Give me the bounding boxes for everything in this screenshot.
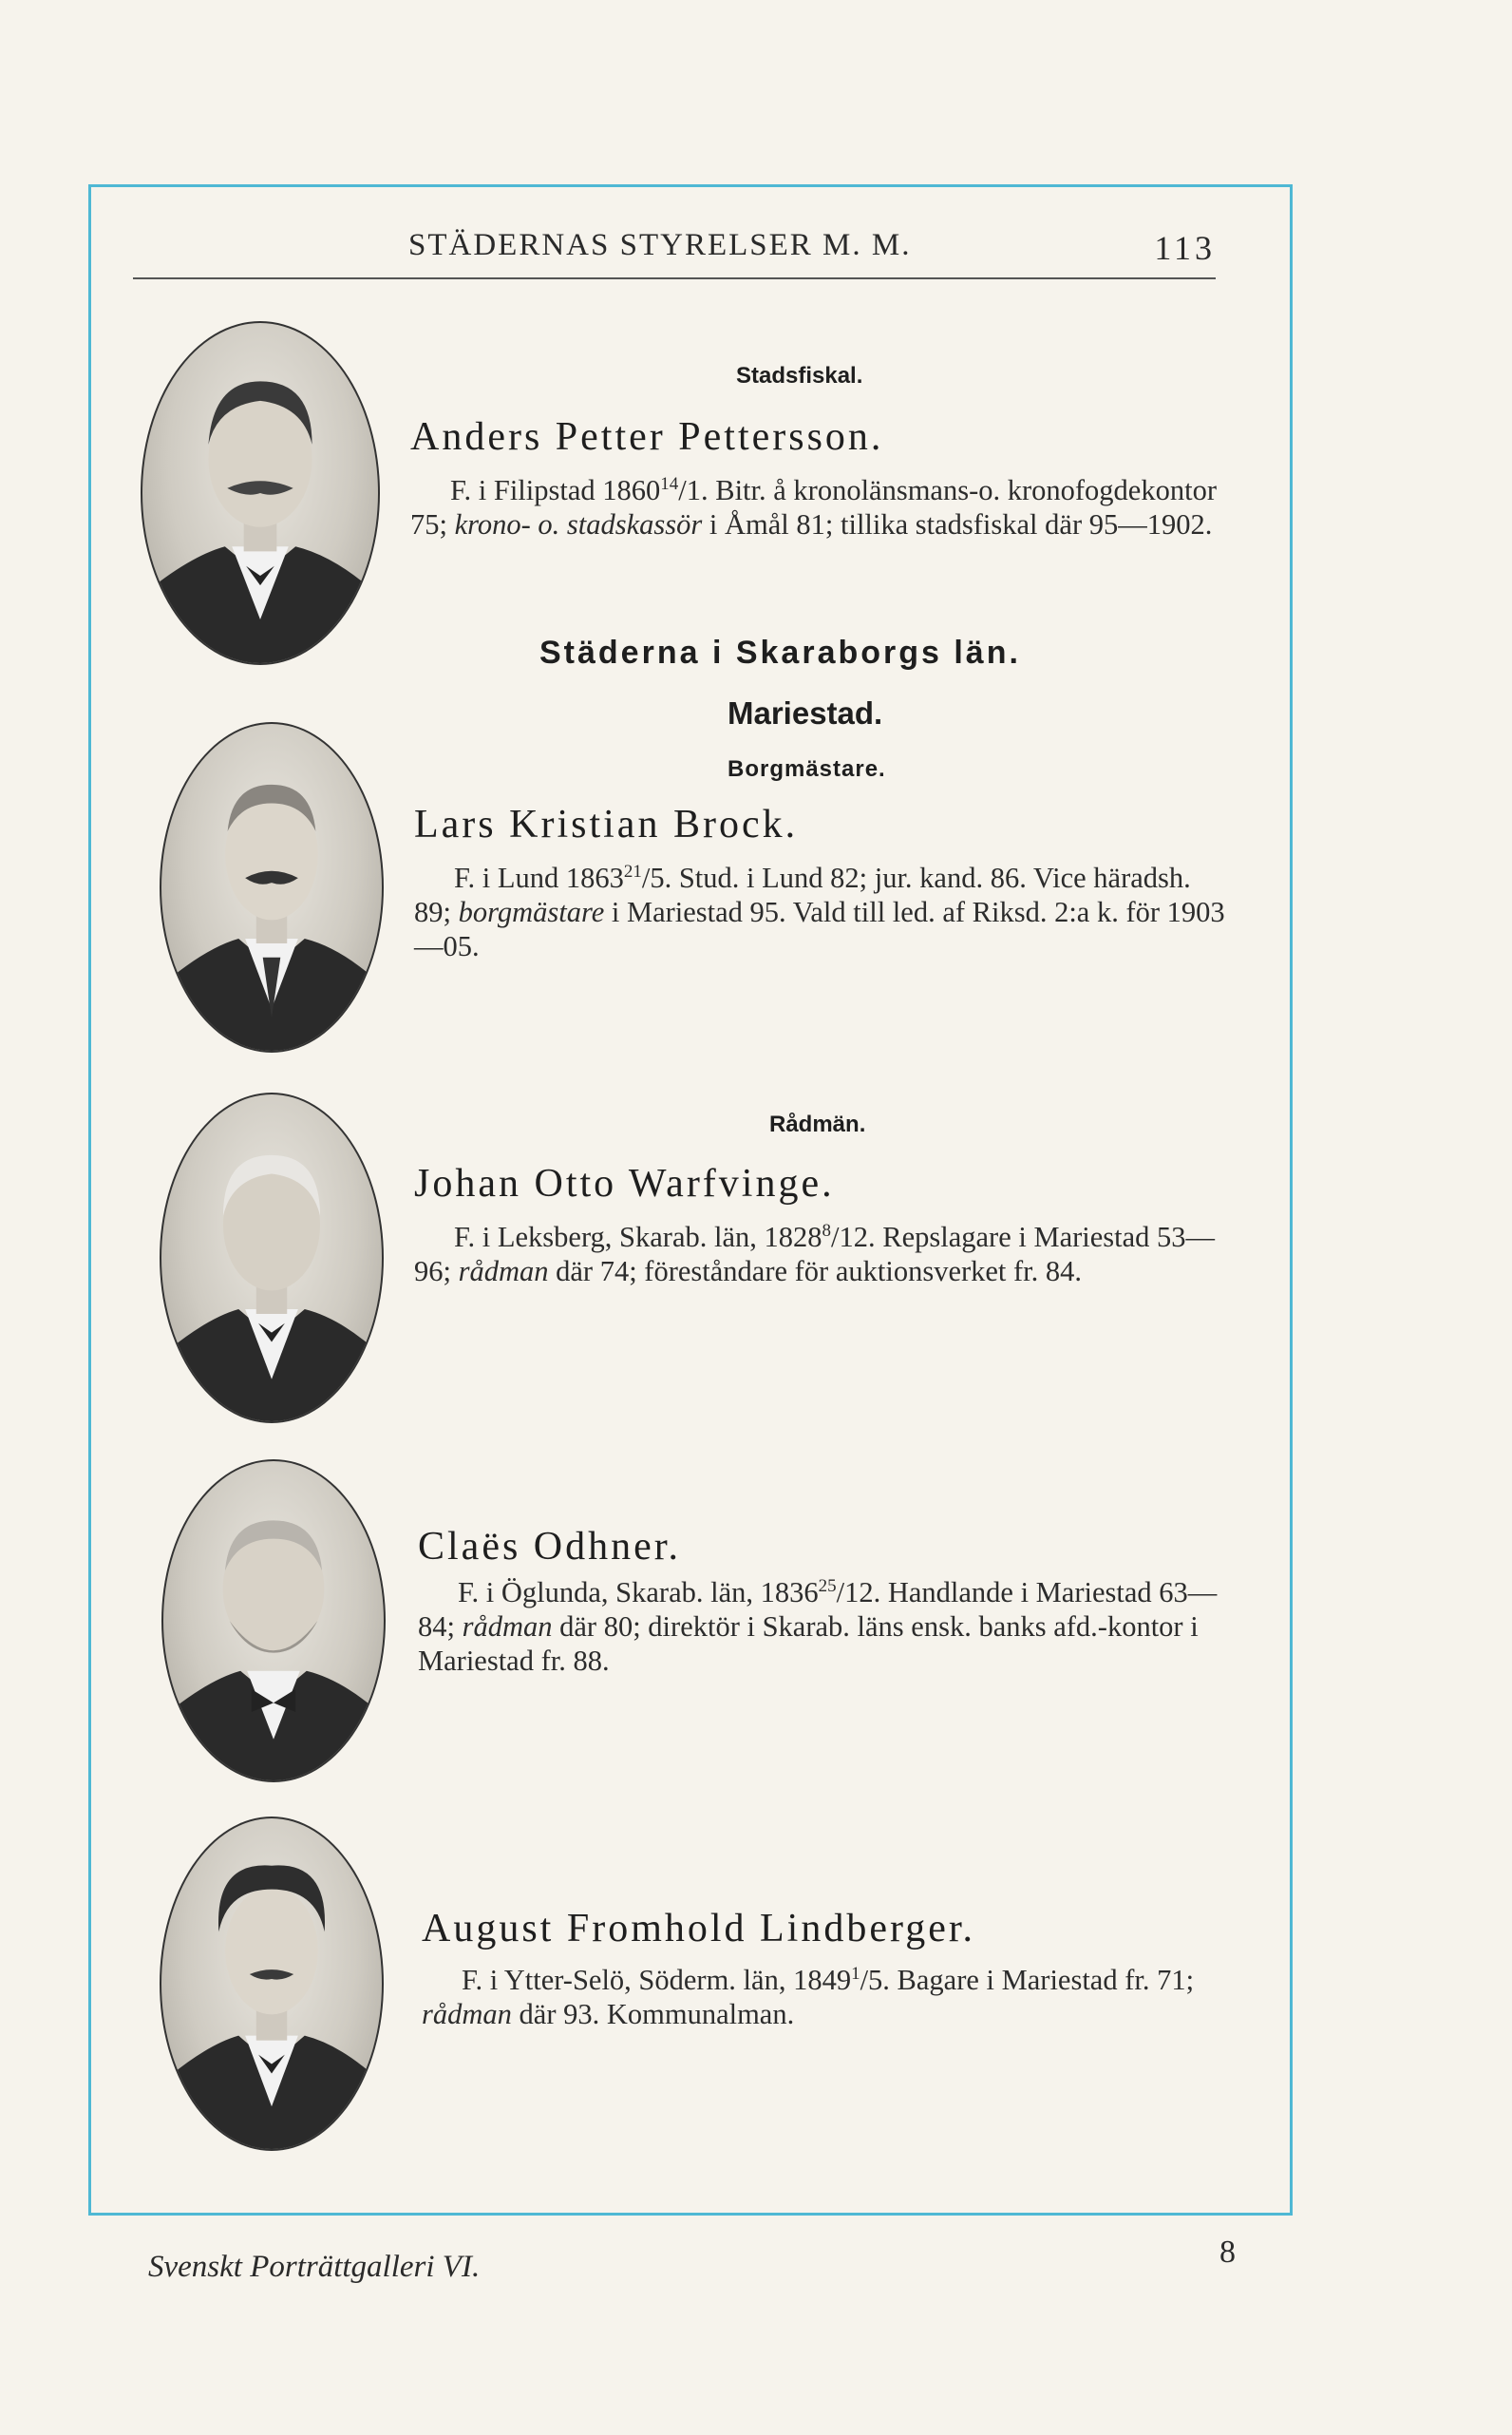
entry-name: Johan Otto Warfvinge. [414,1162,835,1206]
footer-book-title: Svenskt Porträttgalleri VI. [148,2250,481,2284]
portrait-johan-otto-warfvinge [160,1093,384,1423]
entry-bio: F. i Öglunda, Skarab. län, 1836$^{25}$/12. Handlande i Mariestad 63—84; rådman där 80; direktör i Skarab. läns ensk. banks afd.-kontor i Mariestad fr. 88. [418,1576,1218,1678]
section-heading-city: Mariestad. [728,695,883,731]
page-number: 113 [1154,229,1216,267]
section-heading-stadsfiskal: Stadsfiskal. [736,363,863,389]
entry-name: Lars Kristian Brock. [414,803,799,847]
portrait-lars-kristian-brock [160,722,384,1053]
entry-bio: F. i Ytter-Selö, Söderm. län, 1849$^1$/5. Bagare i Mariestad fr. 71; rådman där 93. Kommunalman. [422,1964,1195,2031]
running-head [133,220,1216,279]
entry-name: Claës Odhner. [418,1525,681,1569]
entry-bio: F. i Filipstad 1860$^{14}$/1. Bitr. å kronolänsmans-o. kronofogdekontor 75; krono- o. stadskassör i Åmål 81; tillika stadsfiskal där 95—1902. [410,474,1217,542]
running-title: STÄDERNAS STYRELSER M. M. [408,228,912,262]
footer-signature-mark: 8 [1219,2235,1236,2270]
entry-name: Anders Petter Pettersson. [410,415,884,459]
section-heading-borgmastare: Borgmästare. [728,756,886,782]
entry-bio: F. i Lund 1863$^{21}$/5. Stud. i Lund 82; jur. kand. 86. Vice häradsh. 89; borgmästare i Mariestad 95. Vald till led. af Riksd. 2:a k. för 1903—05. [414,862,1225,963]
entry-bio: F. i Leksberg, Skarab. län, 1828$^8$/12. Repslagare i Mariestad 53—96; rådman där 74; föreståndare för auktionsverket fr. 84. [414,1221,1216,1288]
entry-name: August Fromhold Lindberger. [422,1907,976,1950]
portrait-claes-odhner [161,1459,386,1782]
section-heading-county: Städerna i Skaraborgs län. [539,635,1021,671]
section-heading-radman: Rådmän. [769,1112,866,1137]
portrait-anders-petter-pettersson [141,321,380,665]
portrait-august-fromhold-lindberger [160,1817,384,2151]
